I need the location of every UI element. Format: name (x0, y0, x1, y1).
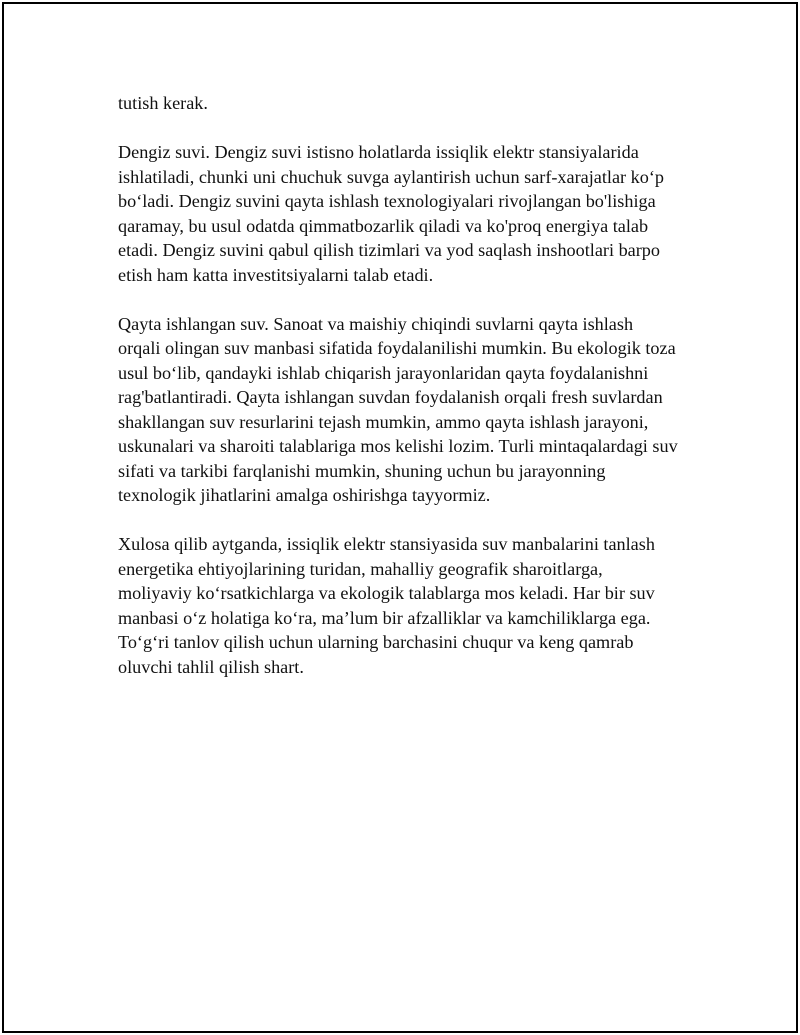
text-line: bo‘ladi. Dengiz suvini qayta ishlash texnologiyalari rivojlangan bo'lishiga (118, 191, 656, 211)
text-line: qaramay, bu usul odatda qimmatbozarlik qiladi va ko'proq energiya talab (118, 215, 649, 236)
paragraph-recycled-water (118, 312, 698, 508)
text-line: Dengiz suvi. Dengiz suvi istisno holatlarda issiqlik elektr stansiyalarida (118, 142, 639, 162)
text-line: uskunalari va sharoiti talablariga mos kelishi lozim. Turli mintaqalardagi suv (118, 436, 678, 456)
text-line: Xulosa qilib aytganda, issiqlik elektr stansiyasida suv manbalarini tanlash (118, 534, 655, 554)
text-line: texnologik jihatlarini amalga oshirishga tayyormiz. (118, 485, 491, 505)
text-line: oluvchi tahlil qilish shart. (118, 656, 304, 677)
text-line: etish ham katta investitsiyalarni talab etadi. (118, 264, 434, 285)
text-line: Qayta ishlangan suv. Sanoat va maishiy chiqindi suvlarni qayta ishlash (118, 313, 634, 334)
text-line: energetika ehtiyojlarining turidan, mahalliy geografik sharoitlarga, (118, 558, 603, 579)
text-line: To‘g‘ri tanlov qilish uchun ularning barchasini chuqur va keng qamrab (118, 632, 634, 652)
text-line: etadi. Dengiz suvini qabul qilish tizimlari va yod saqlash inshootlari barpo (118, 240, 660, 260)
text-line: rag'batlantiradi. Qayta ishlangan suvdan foydalanish orqali fresh suvlardan (118, 387, 663, 407)
text-line: orqali olingan suv manbasi sifatida foydalanilishi mumkin. Bu ekologik toza (118, 338, 676, 358)
text-line: ishlatiladi, chunki uni chuchuk suvga aylantirish uchun sarf-xarajatlar ko‘p (118, 166, 664, 187)
text-line: usul bo‘lib, qandayki ishlab chiqarish jarayonlaridan qayta foydalanishni (118, 362, 649, 383)
text-line: manbasi o‘z holatiga ko‘ra, ma’lum bir afzalliklar va kamchiliklarga ega. (118, 607, 651, 628)
document-body (118, 91, 698, 704)
paragraph-continuation (118, 91, 698, 116)
paragraph-sea-water (118, 140, 698, 287)
paragraph-conclusion (118, 532, 698, 679)
text-line: tutish kerak. (118, 93, 208, 113)
text-line: sifati va tarkibi farqlanishi mumkin, shuning uchun bu jarayonning (118, 460, 606, 481)
text-line: shakllangan suv resurlarini tejash mumkin, ammo qayta ishlash jarayoni, (118, 411, 649, 432)
text-line: moliyaviy ko‘rsatkichlarga va ekologik talablarga mos keladi. Har bir suv (118, 583, 655, 603)
